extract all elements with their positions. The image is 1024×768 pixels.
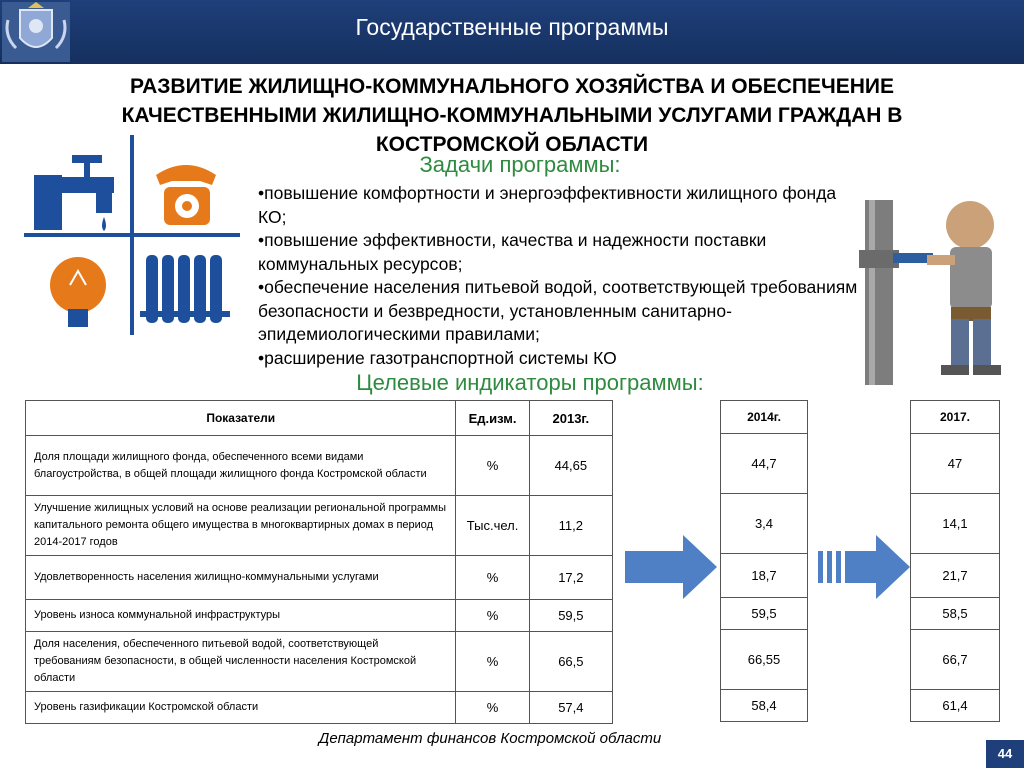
table-header-row <box>26 401 613 436</box>
table-row <box>26 496 613 556</box>
indicator-2014: 58,4 <box>721 690 808 722</box>
table-row <box>26 692 613 724</box>
header-2017: 2017. <box>911 401 1000 434</box>
table-header-row <box>911 401 1000 434</box>
table-row <box>721 598 808 630</box>
indicator-2017: 58,5 <box>911 598 1000 630</box>
table-row <box>911 494 1000 554</box>
indicator-name: Уровень износа коммунальной инфраструктуры <box>26 600 456 632</box>
indicator-2013: 11,2 <box>529 496 612 556</box>
plumber-illustration <box>855 195 1015 385</box>
table-row <box>911 690 1000 722</box>
table-row <box>26 600 613 632</box>
arrow-right-icon <box>625 535 717 599</box>
table-row <box>721 434 808 494</box>
header-unit: Ед.изм. <box>456 401 529 436</box>
indicator-2017: 21,7 <box>911 554 1000 598</box>
task-item: •расширение газотранспортной системы КО <box>258 347 617 368</box>
indicators-2017-table <box>910 400 1000 722</box>
task-item: •повышение эффективности, качества и надежности поставки коммунальных ресурсов; <box>258 230 767 274</box>
task-item: •обеспечение населения питьевой водой, соответствующей требованиям безопасности и безвредности, установленным санитарно-эпидемиологическими правилами; <box>258 277 858 344</box>
radiator-icon <box>140 255 230 323</box>
header-title: Государственные программы <box>355 14 669 40</box>
indicator-2013: 44,65 <box>529 436 612 496</box>
footer-department: Департамент финансов Костромской области <box>318 730 662 747</box>
indicator-2013: 17,2 <box>529 556 612 600</box>
header-bar <box>0 0 1024 64</box>
indicator-name: Удовлетворенность населения жилищно-коммунальными услугами <box>26 556 456 600</box>
table-row <box>911 630 1000 690</box>
table-row <box>721 690 808 722</box>
table-row <box>911 598 1000 630</box>
indicator-2017: 61,4 <box>911 690 1000 722</box>
telephone-icon <box>156 165 216 225</box>
table-row <box>721 554 808 598</box>
tasks-list <box>258 182 858 370</box>
indicator-2017: 47 <box>911 434 1000 494</box>
header-indicator: Показатели <box>26 401 456 436</box>
header-2013: 2013г. <box>529 401 612 436</box>
indicators-2014-table <box>720 400 808 722</box>
table-row <box>26 632 613 692</box>
indicator-name: Улучшение жилищных условий на основе реализации региональной программы капитального ремонта общего имущества в многоквартирных домах в период 2014-2017 годов <box>26 496 456 556</box>
indicator-2014: 66,55 <box>721 630 808 690</box>
indicator-unit: % <box>456 556 529 600</box>
indicator-2017: 14,1 <box>911 494 1000 554</box>
indicator-2017: 66,7 <box>911 630 1000 690</box>
indicator-2014: 3,4 <box>721 494 808 554</box>
indicator-2014: 18,7 <box>721 554 808 598</box>
table-row <box>721 630 808 690</box>
indicator-unit: % <box>456 632 529 692</box>
page-number: 44 <box>986 740 1024 768</box>
table-row <box>911 554 1000 598</box>
header-2014: 2014г. <box>721 401 808 434</box>
indicator-unit: % <box>456 692 529 724</box>
indicator-2013: 59,5 <box>529 600 612 632</box>
indicator-name: Доля площади жилищного фонда, обеспеченного всеми видами благоустройства, в общей площади жилищного фонда Костромской области <box>26 436 456 496</box>
indicator-unit: % <box>456 436 529 496</box>
table-row <box>26 556 613 600</box>
indicator-2014: 44,7 <box>721 434 808 494</box>
indicator-name: Доля населения, обеспеченного питьевой водой, соответствующей требованиям безопасности, в общей численности населения Костромской области <box>26 632 456 692</box>
indicators-heading: Целевые индикаторы программы: <box>356 370 704 395</box>
indicator-2013: 66,5 <box>529 632 612 692</box>
table-row <box>721 494 808 554</box>
table-header-row <box>721 401 808 434</box>
program-title: РАЗВИТИЕ ЖИЛИЩНО-КОММУНАЛЬНОГО ХОЗЯЙСТВА И ОБЕСПЕЧЕНИЕ КАЧЕСТВЕННЫМИ ЖИЛИЩНО-КОММУНАЛЬНЫМИ УСЛУГАМИ ГРАЖДАН В КОСТРОМСКОЙ ОБЛАСТИ <box>121 75 903 156</box>
task-item: •повышение комфортности и энергоэффективности жилищного фонда КО; <box>258 183 837 227</box>
indicator-unit: Тыс.чел. <box>456 496 529 556</box>
indicator-2013: 57,4 <box>529 692 612 724</box>
table-row <box>26 436 613 496</box>
utilities-illustration <box>24 135 240 335</box>
indicators-table <box>25 400 613 724</box>
indicator-name: Уровень газификации Костромской области <box>26 692 456 724</box>
indicator-unit: % <box>456 600 529 632</box>
dashed-arrow-right-icon <box>818 535 910 599</box>
table-row <box>911 434 1000 494</box>
indicator-2014: 59,5 <box>721 598 808 630</box>
tasks-heading: Задачи программы: <box>419 152 621 177</box>
